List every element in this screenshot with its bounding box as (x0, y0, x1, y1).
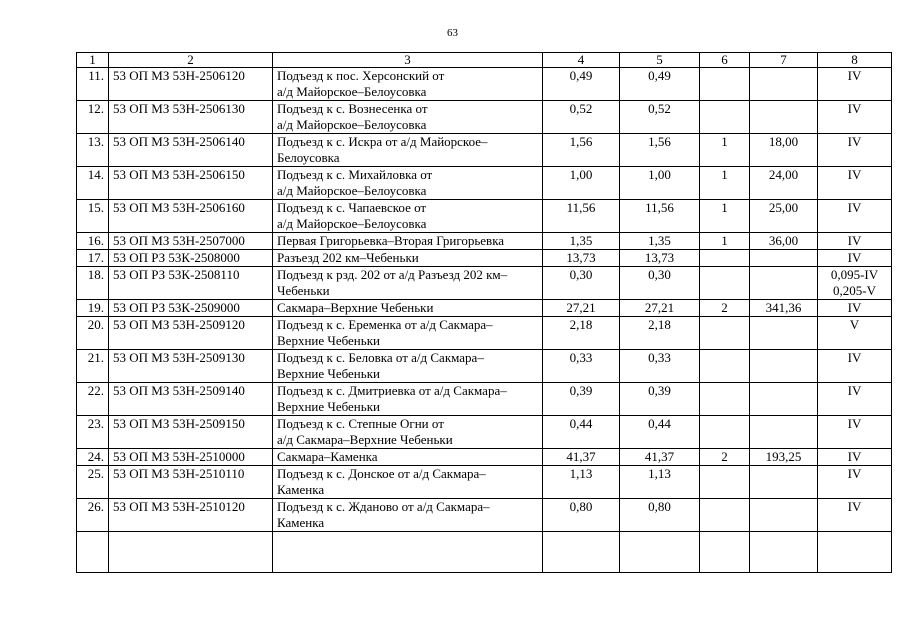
road-id-cell: 53 ОП МЗ 53Н-2509140 (109, 383, 273, 416)
category-cell (818, 68, 892, 101)
category-cell (818, 416, 892, 449)
category-cell-line: V (849, 317, 860, 332)
bridge-count-cell: 1 (700, 200, 750, 233)
road-name-cell-line: Подъезд к рзд. 202 от а/д Разъезд 202 км– (277, 267, 508, 282)
row-number: 17. (77, 250, 109, 267)
road-name-cell-line: а/д Майорское–Белоусовка (277, 117, 427, 132)
row-number: 15. (77, 200, 109, 233)
empty-cell (273, 532, 543, 573)
empty-cell (750, 532, 818, 573)
road-name-cell (273, 317, 543, 350)
empty-row (77, 532, 892, 573)
category-cell (818, 317, 892, 350)
road-name-cell-line: Подъезд к с. Михайловка от (277, 167, 433, 182)
table-row (77, 167, 892, 200)
road-name-cell-line: а/д Майорское–Белоусовка (277, 84, 427, 99)
category-cell (818, 449, 892, 466)
bridge-length-cell (750, 466, 818, 499)
bridge-count-cell (700, 68, 750, 101)
row-number: 16. (77, 233, 109, 250)
road-name-cell (273, 134, 543, 167)
table-row (77, 101, 892, 134)
length-cell-2: 27,21 (620, 300, 700, 317)
category-cell-line: 0,095-IV (830, 267, 879, 282)
road-name-cell-line: Каменка (277, 482, 325, 497)
length-cell: 1,35 (543, 233, 620, 250)
category-cell-line: IV (847, 200, 862, 215)
road-name-cell-line: Подъезд к с. Искра от а/д Майорское– (277, 134, 488, 149)
road-name-cell-line: Подъезд к с. Вознесенка от (277, 101, 428, 116)
bridge-count-cell (700, 101, 750, 134)
road-name-cell (273, 233, 543, 250)
bridge-length-cell (750, 68, 818, 101)
category-cell (818, 101, 892, 134)
length-cell: 1,00 (543, 167, 620, 200)
road-name-cell-line: Подъезд к с. Чапаевское от (277, 200, 427, 215)
category-cell-line: IV (847, 250, 862, 265)
length-cell-2: 0,52 (620, 101, 700, 134)
road-name-cell-line: Верхние Чебеньки (277, 366, 380, 381)
row-number: 11. (77, 68, 109, 101)
table-row (77, 350, 892, 383)
bridge-length-cell (750, 416, 818, 449)
bridge-count-cell (700, 499, 750, 532)
row-number: 18. (77, 267, 109, 300)
header-row (77, 53, 892, 68)
row-number: 25. (77, 466, 109, 499)
road-name-cell (273, 383, 543, 416)
road-id-cell: 53 ОП МЗ 53Н-2509120 (109, 317, 273, 350)
road-name-cell-line: Сакмара–Каменка (277, 449, 378, 464)
bridge-count-cell (700, 466, 750, 499)
column-header: 8 (818, 53, 892, 68)
length-cell: 11,56 (543, 200, 620, 233)
table-row (77, 383, 892, 416)
empty-cell (818, 532, 892, 573)
bridge-length-cell: 24,00 (750, 167, 818, 200)
length-cell-2: 0,49 (620, 68, 700, 101)
road-id-cell: 53 ОП МЗ 53Н-2510120 (109, 499, 273, 532)
length-cell: 0,33 (543, 350, 620, 383)
bridge-length-cell (750, 317, 818, 350)
road-id-cell: 53 ОП МЗ 53Н-2509150 (109, 416, 273, 449)
bridge-count-cell (700, 250, 750, 267)
road-name-cell-line: Подъезд к с. Жданово от а/д Сакмара– (277, 499, 490, 514)
road-name-cell-line: Подъезд к с. Донское от а/д Сакмара– (277, 466, 486, 481)
roads-table (76, 52, 892, 573)
category-cell (818, 250, 892, 267)
road-id-cell: 53 ОП РЗ 53К-2508110 (109, 267, 273, 300)
bridge-length-cell: 193,25 (750, 449, 818, 466)
length-cell: 0,39 (543, 383, 620, 416)
road-name-cell-line: Каменка (277, 515, 325, 530)
table-row (77, 416, 892, 449)
road-name-cell (273, 267, 543, 300)
road-id-cell: 53 ОП МЗ 53Н-2506130 (109, 101, 273, 134)
category-cell-line: IV (847, 68, 862, 83)
row-number: 23. (77, 416, 109, 449)
bridge-length-cell (750, 499, 818, 532)
length-cell-2: 1,56 (620, 134, 700, 167)
length-cell: 0,44 (543, 416, 620, 449)
row-number: 12. (77, 101, 109, 134)
length-cell: 0,52 (543, 101, 620, 134)
empty-cell (543, 532, 620, 573)
table-body (77, 68, 892, 573)
length-cell: 41,37 (543, 449, 620, 466)
road-name-cell-line: Подъезд к с. Еременка от а/д Сакмара– (277, 317, 493, 332)
category-cell-line: IV (847, 350, 862, 365)
category-cell (818, 383, 892, 416)
table-row (77, 200, 892, 233)
length-cell-2: 41,37 (620, 449, 700, 466)
category-cell-line: IV (847, 167, 862, 182)
road-name-cell (273, 466, 543, 499)
empty-cell (620, 532, 700, 573)
category-cell-line: IV (847, 466, 862, 481)
bridge-count-cell (700, 350, 750, 383)
bridge-count-cell: 2 (700, 300, 750, 317)
bridge-length-cell: 18,00 (750, 134, 818, 167)
road-name-cell-line: Подъезд к с. Степные Огни от (277, 416, 444, 431)
road-name-cell-line: а/д Сакмара–Верхние Чебеньки (277, 432, 453, 447)
bridge-length-cell (750, 350, 818, 383)
bridge-count-cell (700, 416, 750, 449)
table-row (77, 134, 892, 167)
road-name-cell (273, 167, 543, 200)
bridge-length-cell (750, 383, 818, 416)
length-cell-2: 13,73 (620, 250, 700, 267)
row-number: 13. (77, 134, 109, 167)
length-cell-2: 0,80 (620, 499, 700, 532)
length-cell-2: 1,13 (620, 466, 700, 499)
category-cell-line: IV (847, 134, 862, 149)
road-name-cell-line: Верхние Чебеньки (277, 399, 380, 414)
category-cell-line: IV (847, 449, 862, 464)
row-number: 19. (77, 300, 109, 317)
category-cell (818, 267, 892, 300)
column-header: 4 (543, 53, 620, 68)
road-name-cell-line: Подъезд к пос. Херсонский от (277, 68, 445, 83)
road-name-cell-line: Первая Григорьевка–Вторая Григорьевка (277, 233, 505, 248)
road-id-cell: 53 ОП МЗ 53Н-2509130 (109, 350, 273, 383)
column-header: 2 (109, 53, 273, 68)
bridge-count-cell: 1 (700, 134, 750, 167)
category-cell-line: IV (847, 499, 862, 514)
table-row (77, 267, 892, 300)
category-cell (818, 466, 892, 499)
road-id-cell: 53 ОП МЗ 53Н-2506140 (109, 134, 273, 167)
length-cell: 0,30 (543, 267, 620, 300)
bridge-length-cell: 25,00 (750, 200, 818, 233)
road-name-cell (273, 350, 543, 383)
length-cell-2: 2,18 (620, 317, 700, 350)
road-name-cell (273, 101, 543, 134)
page-number: 63 (447, 27, 458, 39)
category-cell (818, 233, 892, 250)
column-header: 7 (750, 53, 818, 68)
table-row (77, 68, 892, 101)
category-cell-line: IV (847, 300, 862, 315)
bridge-count-cell: 1 (700, 233, 750, 250)
bridge-length-cell (750, 250, 818, 267)
road-name-cell-line: Верхние Чебеньки (277, 333, 380, 348)
length-cell-2: 0,39 (620, 383, 700, 416)
road-id-cell: 53 ОП МЗ 53Н-2506150 (109, 167, 273, 200)
table-row (77, 233, 892, 250)
bridge-length-cell: 341,36 (750, 300, 818, 317)
category-cell-line: IV (847, 101, 862, 116)
road-id-cell: 53 ОП МЗ 53Н-2510110 (109, 466, 273, 499)
road-name-cell (273, 416, 543, 449)
category-cell-line: IV (847, 383, 862, 398)
row-number: 26. (77, 499, 109, 532)
bridge-length-cell (750, 101, 818, 134)
empty-cell (77, 532, 109, 573)
table-row (77, 466, 892, 499)
row-number: 24. (77, 449, 109, 466)
empty-cell (700, 532, 750, 573)
length-cell-2: 0,30 (620, 267, 700, 300)
road-name-cell (273, 250, 543, 267)
length-cell: 2,18 (543, 317, 620, 350)
row-number: 20. (77, 317, 109, 350)
road-name-cell (273, 68, 543, 101)
category-cell (818, 300, 892, 317)
road-name-cell-line: Сакмара–Верхние Чебеньки (277, 300, 434, 315)
column-header: 1 (77, 53, 109, 68)
empty-cell (109, 532, 273, 573)
road-id-cell: 53 ОП МЗ 53Н-2510000 (109, 449, 273, 466)
road-name-cell-line: Белоусовка (277, 150, 340, 165)
road-id-cell: 53 ОП МЗ 53Н-2506120 (109, 68, 273, 101)
table-row (77, 317, 892, 350)
length-cell: 27,21 (543, 300, 620, 317)
road-name-cell-line: а/д Майорское–Белоусовка (277, 216, 427, 231)
bridge-length-cell (750, 267, 818, 300)
length-cell: 1,13 (543, 466, 620, 499)
column-header: 6 (700, 53, 750, 68)
road-name-cell (273, 449, 543, 466)
road-name-cell-line: а/д Майорское–Белоусовка (277, 183, 427, 198)
column-header: 3 (273, 53, 543, 68)
bridge-count-cell: 1 (700, 167, 750, 200)
length-cell-2: 1,00 (620, 167, 700, 200)
bridge-count-cell (700, 383, 750, 416)
row-number: 14. (77, 167, 109, 200)
category-cell (818, 167, 892, 200)
length-cell-2: 1,35 (620, 233, 700, 250)
road-name-cell-line: Подъезд к с. Беловка от а/д Сакмара– (277, 350, 484, 365)
road-name-cell (273, 300, 543, 317)
length-cell: 13,73 (543, 250, 620, 267)
length-cell: 0,80 (543, 499, 620, 532)
length-cell-2: 0,33 (620, 350, 700, 383)
road-id-cell: 53 ОП МЗ 53Н-2506160 (109, 200, 273, 233)
table-row (77, 499, 892, 532)
road-id-cell: 53 ОП МЗ 53Н-2507000 (109, 233, 273, 250)
category-cell-line: 0,205-V (833, 283, 876, 298)
road-name-cell-line: Подъезд к с. Дмитриевка от а/д Сакмара– (277, 383, 507, 398)
category-cell-line: IV (847, 233, 862, 248)
column-header: 5 (620, 53, 700, 68)
bridge-count-cell: 2 (700, 449, 750, 466)
bridge-count-cell (700, 267, 750, 300)
table-row (77, 449, 892, 466)
road-name-cell-line: Чебеньки (277, 283, 330, 298)
bridge-length-cell: 36,00 (750, 233, 818, 250)
category-cell (818, 200, 892, 233)
road-id-cell: 53 ОП РЗ 53К-2508000 (109, 250, 273, 267)
road-id-cell: 53 ОП РЗ 53К-2509000 (109, 300, 273, 317)
category-cell (818, 134, 892, 167)
bridge-count-cell (700, 317, 750, 350)
length-cell-2: 0,44 (620, 416, 700, 449)
road-name-cell-line: Разъезд 202 км–Чебеньки (277, 250, 419, 265)
table-row (77, 250, 892, 267)
road-name-cell (273, 499, 543, 532)
category-cell-line: IV (847, 416, 862, 431)
length-cell: 1,56 (543, 134, 620, 167)
category-cell (818, 350, 892, 383)
category-cell (818, 499, 892, 532)
length-cell: 0,49 (543, 68, 620, 101)
length-cell-2: 11,56 (620, 200, 700, 233)
row-number: 22. (77, 383, 109, 416)
table-row (77, 300, 892, 317)
row-number: 21. (77, 350, 109, 383)
road-name-cell (273, 200, 543, 233)
